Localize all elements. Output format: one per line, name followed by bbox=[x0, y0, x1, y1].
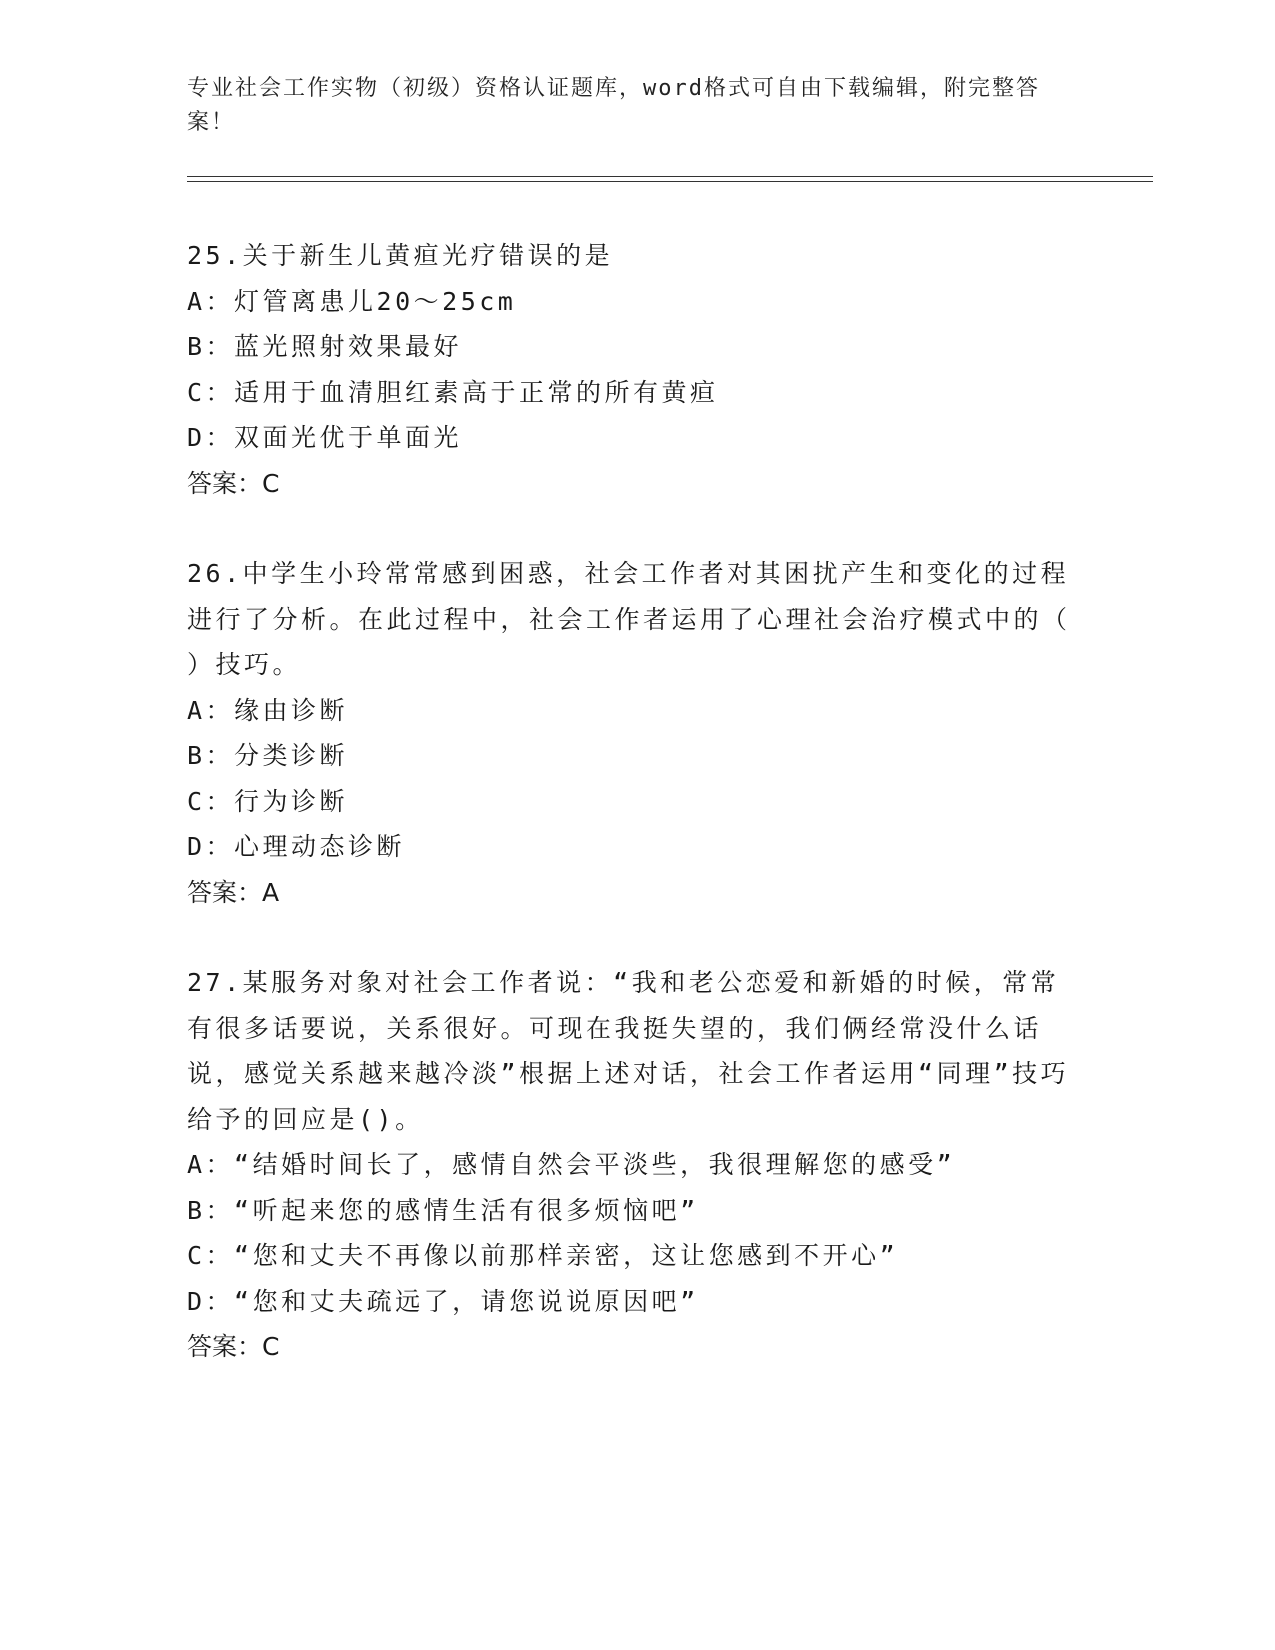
answer-label: 答案： bbox=[187, 468, 263, 498]
option-b: B：分类诊断 bbox=[187, 741, 349, 770]
answer-value: C bbox=[262, 468, 280, 498]
option-c: C：“您和丈夫不再像以前那样亲密，这让您感到不开心” bbox=[187, 1241, 899, 1270]
document-header: 专业社会工作实物（初级）资格认证题库，word格式可自由下载编辑，附完整答案！ bbox=[187, 76, 1040, 135]
header-divider-bottom bbox=[187, 181, 1153, 182]
answer-line bbox=[187, 870, 1087, 916]
option-b: B：“听起来您的感情生活有很多烦恼吧” bbox=[187, 1195, 699, 1225]
header-divider-top bbox=[187, 176, 1153, 177]
answer-line bbox=[187, 461, 1087, 507]
option-a: A：灯管离患儿20～25cm bbox=[187, 286, 517, 316]
question-list bbox=[187, 233, 1087, 1370]
answer-value: A bbox=[262, 877, 280, 907]
question-stem: 25.关于新生儿黄疸光疗错误的是 bbox=[187, 241, 614, 270]
option-b: B：蓝光照射效果最好 bbox=[187, 332, 463, 361]
option-d: D：心理动态诊断 bbox=[187, 832, 406, 861]
answer-value: C bbox=[262, 1332, 280, 1361]
answer-label: 答案： bbox=[187, 1332, 263, 1361]
option-c: C：适用于血清胆红素高于正常的所有黄疸 bbox=[187, 377, 719, 407]
option-c: C：行为诊断 bbox=[187, 786, 349, 816]
option-a: A：“结婚时间长了，感情自然会平淡些，我很理解您的感受” bbox=[187, 1150, 956, 1179]
option-d: D：双面光优于单面光 bbox=[187, 423, 463, 452]
answer-line bbox=[187, 1324, 1087, 1370]
question-25 bbox=[187, 233, 1087, 506]
answer-label: 答案： bbox=[187, 877, 263, 907]
option-d: D：“您和丈夫疏远了，请您说说原因吧” bbox=[187, 1286, 699, 1316]
question-27 bbox=[187, 960, 1087, 1370]
option-a: A：缘由诊断 bbox=[187, 695, 349, 725]
question-stem: 27.某服务对象对社会工作者说：“我和老公恋爱和新婚的时候，常常有很多话要说，关系很好。可现在我挺失望的，我们俩经常没什么话说，感觉关系越来越冷淡”根据上述对话，社会工作者运用“同理”技巧给予的回应是()。 bbox=[187, 968, 1070, 1134]
question-26 bbox=[187, 551, 1087, 915]
question-stem: 26.中学生小玲常常感到困惑，社会工作者对其困扰产生和变化的过程进行了分析。在此过程中，社会工作者运用了心理社会治疗模式中的（ ）技巧。 bbox=[187, 559, 1071, 679]
